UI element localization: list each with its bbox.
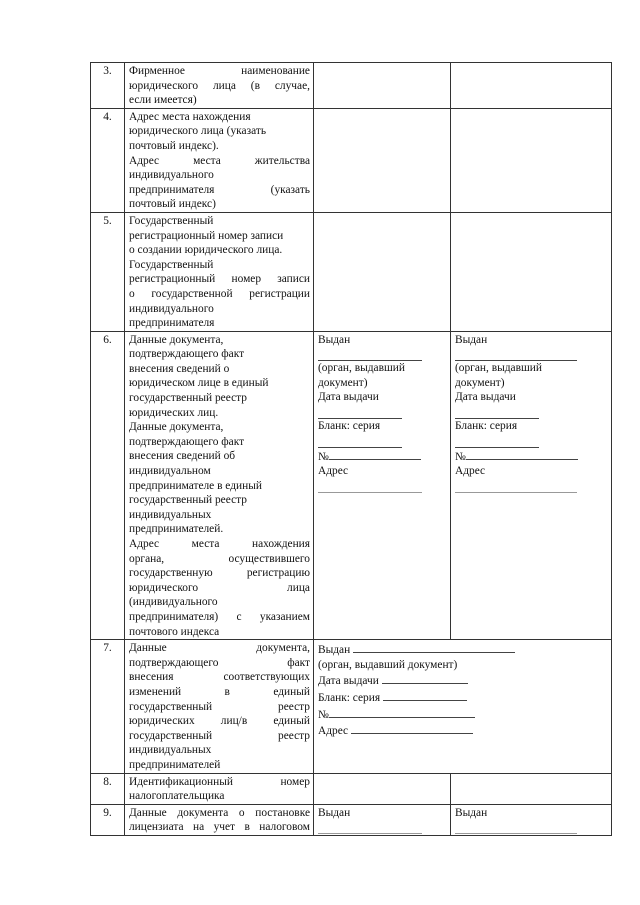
table-row — [91, 212, 612, 331]
address-line — [318, 722, 608, 739]
description-line: если имеется) — [129, 94, 197, 107]
value-cell[interactable] — [451, 63, 612, 109]
row-description — [125, 212, 314, 331]
row-description — [125, 108, 314, 212]
number-blank[interactable] — [329, 448, 421, 460]
description-line: индивидуального — [129, 169, 214, 182]
table-row — [91, 640, 612, 773]
description-line: Данные документа, — [129, 421, 224, 434]
description-line: юридического лица — [129, 581, 310, 594]
issuer-note: (орган, выдавший — [455, 362, 542, 375]
description-line: Адрес места жительства — [129, 154, 310, 167]
value-cell[interactable] — [314, 108, 451, 212]
issuer-blank[interactable] — [353, 641, 515, 653]
registration-details-cell — [314, 331, 451, 639]
issued-label: Выдан — [455, 333, 488, 346]
issuer-blank[interactable] — [455, 347, 577, 361]
description-line: о создании юридического лица. — [129, 244, 283, 257]
description-line: (индивидуального — [129, 596, 218, 609]
description-line: Государственный — [129, 258, 214, 271]
number-sign: № — [318, 450, 329, 463]
issued-label: Выдан — [455, 806, 488, 819]
address-label: Адрес — [318, 725, 349, 738]
row-number: 4. — [91, 108, 125, 212]
description-line: почтового индекса — [129, 625, 220, 638]
description-line: юридических лиц. — [129, 406, 219, 419]
number-sign: № — [455, 450, 466, 463]
row-description — [125, 804, 314, 835]
number-blank[interactable] — [329, 706, 475, 718]
description-line: индивидуальных — [129, 508, 212, 521]
issue-date-label: Дата выдачи — [455, 391, 516, 404]
description-line: лицензиата на учет в налоговом — [129, 821, 310, 834]
description-line: органа, осуществившего — [129, 552, 310, 565]
description-line: государственный реестр — [129, 729, 310, 742]
row-description — [125, 63, 314, 109]
number-line — [318, 448, 447, 465]
issued-line — [318, 641, 608, 658]
number-blank[interactable] — [466, 448, 578, 460]
description-line: подтверждающего факт — [129, 656, 310, 669]
license-application-form — [90, 62, 611, 836]
description-line: предпринимателе в единый — [129, 479, 262, 492]
blank-series-label: Бланк: серия — [318, 691, 381, 704]
value-cell[interactable] — [451, 212, 612, 331]
description-line: юридическом лице в единый — [129, 377, 269, 390]
number-sign: № — [318, 708, 329, 721]
series-blank[interactable] — [318, 434, 402, 448]
number-line — [318, 706, 608, 723]
description-line: Идентификационный номер — [129, 775, 310, 788]
address-blank[interactable] — [455, 479, 577, 493]
description-line: внесения сведений о — [129, 362, 230, 375]
description-line: подтверждающего факт — [129, 435, 245, 448]
address-label: Адрес — [455, 465, 486, 478]
description-line: Государственный — [129, 214, 214, 227]
description-line: Данные документа, — [129, 333, 224, 346]
description-line: предпринимателя (указать — [129, 183, 310, 196]
issuer-blank[interactable] — [318, 820, 422, 834]
description-line: почтовый индекс) — [129, 198, 216, 211]
description-line: юридического лица (указать — [129, 125, 267, 138]
description-line: предпринимателя — [129, 317, 215, 330]
value-cell[interactable] — [314, 773, 451, 804]
value-cell[interactable] — [451, 773, 612, 804]
number-line — [455, 448, 608, 465]
row-number: 5. — [91, 212, 125, 331]
issuer-note: документ) — [318, 376, 368, 389]
registration-details-cell — [451, 331, 612, 639]
description-line: юридического лица (в случае, — [129, 79, 310, 92]
address-blank[interactable] — [318, 479, 422, 493]
issue-date-label: Дата выдачи — [318, 391, 379, 404]
description-line: почтовый индекс). — [129, 139, 219, 152]
issuer-note: (орган, выдавший — [318, 362, 405, 375]
row-description — [125, 331, 314, 639]
table-row — [91, 331, 612, 639]
description-line: подтверждающего факт — [129, 348, 245, 361]
issued-label: Выдан — [318, 806, 351, 819]
row-description — [125, 773, 314, 804]
form-table — [90, 62, 612, 836]
row-number: 7. — [91, 640, 125, 773]
description-line: государственный реестр — [129, 392, 247, 405]
issuer-note: (орган, выдавший документ) — [318, 658, 458, 671]
description-line: предпринимателей. — [129, 523, 224, 536]
description-line: о государственной регистрации — [129, 287, 310, 300]
issue-date-blank[interactable] — [455, 405, 539, 419]
blank-series-label: Бланк: серия — [318, 420, 381, 433]
row-number: 3. — [91, 63, 125, 109]
address-label: Адрес — [318, 465, 349, 478]
series-blank[interactable] — [383, 689, 467, 701]
description-line: Адрес места нахождения — [129, 538, 310, 550]
issuer-blank[interactable] — [318, 347, 422, 361]
description-line: Фирменное наименование — [129, 65, 310, 77]
value-cell[interactable] — [314, 212, 451, 331]
series-blank[interactable] — [455, 434, 539, 448]
row-number: 9. — [91, 804, 125, 835]
row-number: 6. — [91, 331, 125, 639]
blank-series-line — [318, 689, 608, 706]
description-line: предпринимателей — [129, 758, 221, 771]
description-line: регистрационный номер записи — [129, 229, 284, 242]
issuer-blank[interactable] — [455, 820, 577, 834]
description-line: Адрес места нахождения — [129, 110, 251, 123]
description-line: государственный реестр — [129, 494, 247, 507]
description-line: налогоплательщика — [129, 790, 225, 803]
address-blank[interactable] — [351, 722, 473, 734]
description-line: Данные документа, — [129, 642, 310, 655]
registration-details-cell — [451, 804, 612, 835]
value-cell[interactable] — [314, 63, 451, 109]
issue-date-blank[interactable] — [318, 405, 402, 419]
issued-label: Выдан — [318, 333, 351, 346]
description-line: Данные документа о постановке — [129, 806, 310, 819]
registration-details-cell — [314, 804, 451, 835]
description-line: индивидуальном — [129, 465, 211, 478]
table-row — [91, 804, 612, 835]
description-line: государственный реестр — [129, 700, 310, 713]
description-line: государственную регистрацию — [129, 567, 310, 580]
table-row — [91, 63, 612, 109]
issue-date-blank[interactable] — [382, 672, 468, 684]
blank-series-label: Бланк: серия — [455, 420, 518, 433]
description-line: регистрационный номер записи — [129, 273, 310, 286]
description-line: изменений в единый — [129, 685, 310, 698]
issue-date-line — [318, 672, 608, 689]
issue-date-label: Дата выдачи — [318, 675, 379, 688]
value-cell[interactable] — [451, 108, 612, 212]
row-number: 8. — [91, 773, 125, 804]
description-line: индивидуального — [129, 302, 214, 315]
description-line: внесения сведений об — [129, 450, 236, 463]
description-line: индивидуальных — [129, 744, 212, 757]
description-line: внесения соответствующих — [129, 671, 310, 684]
amendment-details-cell — [314, 640, 612, 773]
row-description — [125, 640, 314, 773]
issued-label: Выдан — [318, 644, 351, 657]
table-row — [91, 108, 612, 212]
description-line: предпринимателя) с указанием — [129, 610, 310, 623]
table-row — [91, 773, 612, 804]
issuer-note: документ) — [455, 376, 505, 389]
description-line: юридических лиц/в единый — [129, 715, 310, 728]
